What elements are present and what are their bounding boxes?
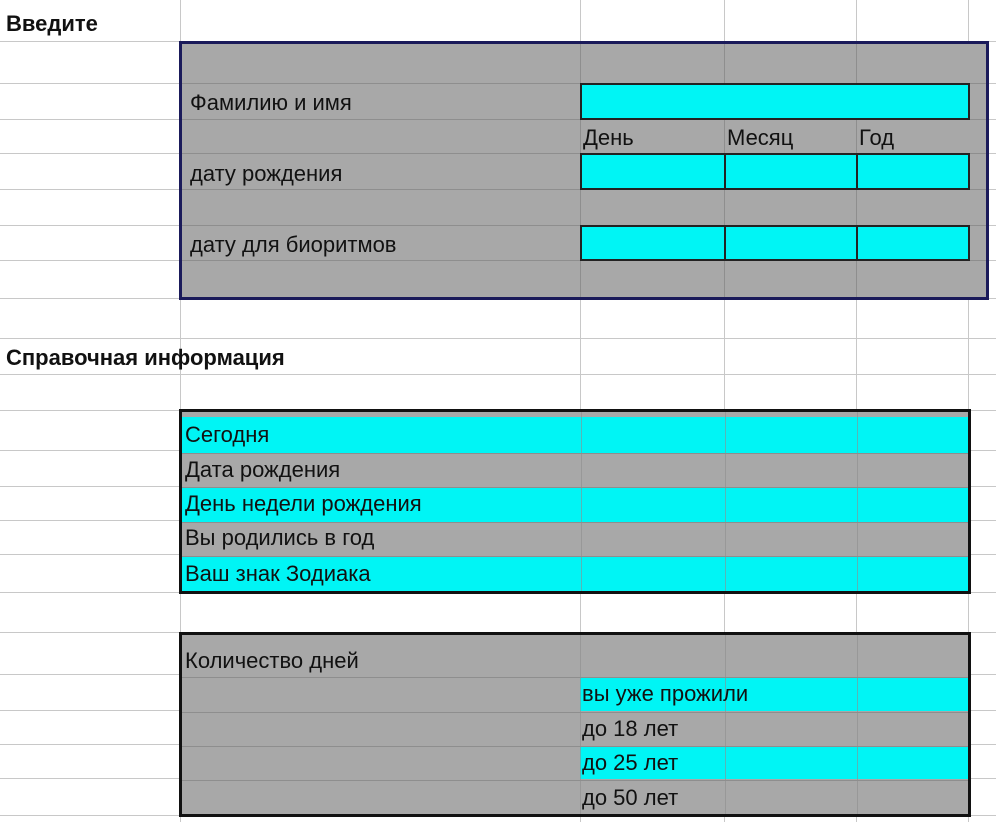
name-label: Фамилию и имя bbox=[190, 90, 352, 115]
birth-year-info-label: Вы родились в год bbox=[185, 525, 375, 550]
panel-grid-line bbox=[182, 677, 968, 678]
panel-grid-line bbox=[182, 453, 968, 454]
days-to-50-label: до 50 лет bbox=[582, 785, 679, 810]
name-input-field[interactable] bbox=[580, 83, 970, 120]
biorhythm-month-input[interactable] bbox=[724, 225, 858, 261]
year-column-label: Год bbox=[859, 125, 895, 150]
panel-grid-line bbox=[725, 412, 726, 591]
days-to-25-label: до 25 лет bbox=[582, 750, 679, 775]
grid-row-line bbox=[0, 338, 996, 339]
today-label: Сегодня bbox=[185, 422, 270, 447]
biorhythm-date-label: дату для биоритмов bbox=[190, 232, 397, 257]
grid-row-line bbox=[0, 374, 996, 375]
input-section-title: Введите bbox=[6, 11, 98, 36]
panel-grid-line bbox=[182, 780, 968, 781]
zodiac-sign-label: Ваш знак Зодиака bbox=[185, 561, 371, 586]
reference-row-highlight bbox=[182, 417, 968, 453]
panel-grid-line bbox=[182, 712, 968, 713]
panel-grid-line bbox=[182, 746, 968, 747]
birth-year-input[interactable] bbox=[856, 153, 970, 190]
reference-section-title: Справочная информация bbox=[6, 345, 285, 370]
days-to-18-label: до 18 лет bbox=[582, 716, 679, 741]
days-count-title: Количество дней bbox=[185, 648, 359, 673]
panel-grid-line bbox=[857, 635, 858, 814]
days-lived-label: вы уже прожили bbox=[582, 681, 749, 706]
panel-grid-line bbox=[857, 412, 858, 591]
panel-grid-line bbox=[581, 412, 582, 591]
month-column-label: Месяц bbox=[727, 125, 794, 150]
panel-grid-line bbox=[580, 635, 581, 814]
birth-day-input[interactable] bbox=[580, 153, 726, 190]
panel-grid-line bbox=[182, 522, 968, 523]
birth-weekday-label: День недели рождения bbox=[185, 491, 422, 516]
day-column-label: День bbox=[583, 125, 634, 150]
birth-month-input[interactable] bbox=[724, 153, 858, 190]
birth-date-info-label: Дата рождения bbox=[185, 457, 341, 482]
biorhythm-year-input[interactable] bbox=[856, 225, 970, 261]
biorhythm-day-input[interactable] bbox=[580, 225, 726, 261]
panel-grid-line bbox=[182, 556, 968, 557]
birth-date-label: дату рождения bbox=[190, 161, 343, 186]
panel-grid-line bbox=[725, 635, 726, 814]
panel-grid-line bbox=[182, 487, 968, 488]
